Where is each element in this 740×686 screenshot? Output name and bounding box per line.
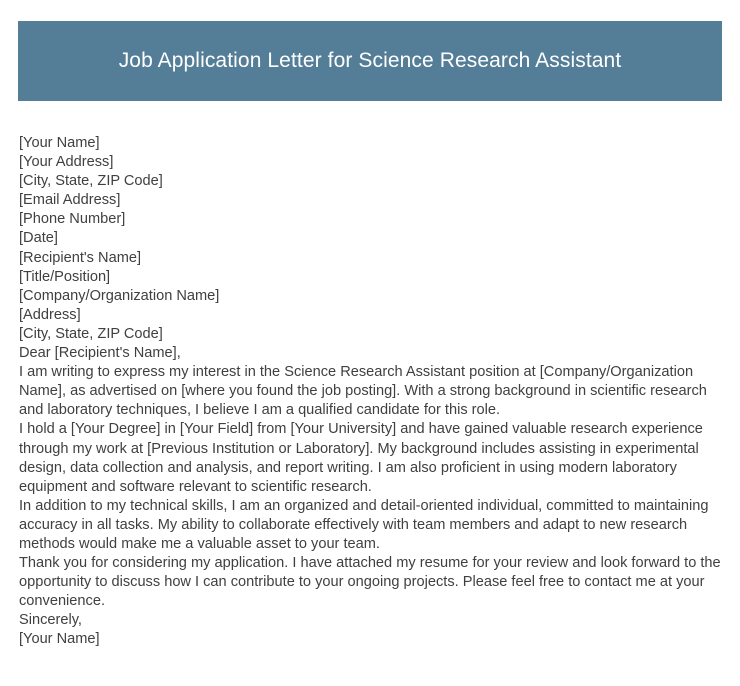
body-paragraph-1: I am writing to express my interest in the Science Research Assistant position at [Company/Organization Name], as advertised on [where you found the job posting]. With a strong background in scientific research and laboratory techniques, I believe I am a qualified candidate for this role. bbox=[19, 364, 707, 419]
body-paragraph-4: Thank you for considering my application. I have attached my resume for your review and look forward to the opportunity to discuss how I can contribute to your ongoing projects. Please feel free to contact me at your convenience. bbox=[19, 555, 721, 610]
sender-email-line: [Email Address] bbox=[19, 192, 121, 209]
page-title: Job Application Letter for Science Research Assistant bbox=[118, 49, 622, 72]
letter-body bbox=[19, 134, 721, 650]
date-line: [Date] bbox=[19, 230, 58, 247]
recipient-address-line: [Address] bbox=[19, 306, 81, 323]
recipient-company-line: [Company/Organization Name] bbox=[19, 287, 220, 304]
recipient-city-state-zip-line: [City, State, ZIP Code] bbox=[19, 325, 163, 342]
salutation-line: Dear [Recipient's Name], bbox=[19, 345, 181, 362]
recipient-name-line: [Recipient's Name] bbox=[19, 249, 142, 266]
closing-line: Sincerely, bbox=[19, 612, 82, 629]
sender-name-line: [Your Name] bbox=[19, 135, 100, 151]
document-header-banner bbox=[18, 21, 722, 101]
body-paragraph-2: I hold a [Your Degree] in [Your Field] from [Your University] and have gained valuable research experience through my work at [Previous Institution or Laboratory]. My background includes assisting in experimental design, data collection and analysis, and report writing. I am also proficient in using modern laboratory equipment and software relevant to scientific research. bbox=[19, 421, 703, 495]
body-paragraph-3: In addition to my technical skills, I am an organized and detail-oriented individual, committed to maintaining accuracy in all tasks. My ability to collaborate effectively with team members and adapt to new research methods would make me a valuable asset to your team. bbox=[19, 497, 709, 552]
signature-name-line: [Your Name] bbox=[19, 631, 100, 648]
sender-phone-line: [Phone Number] bbox=[19, 211, 126, 228]
recipient-title-line: [Title/Position] bbox=[19, 268, 111, 285]
sender-address-line: [Your Address] bbox=[19, 154, 114, 171]
sender-city-state-zip-line: [City, State, ZIP Code] bbox=[19, 173, 163, 190]
